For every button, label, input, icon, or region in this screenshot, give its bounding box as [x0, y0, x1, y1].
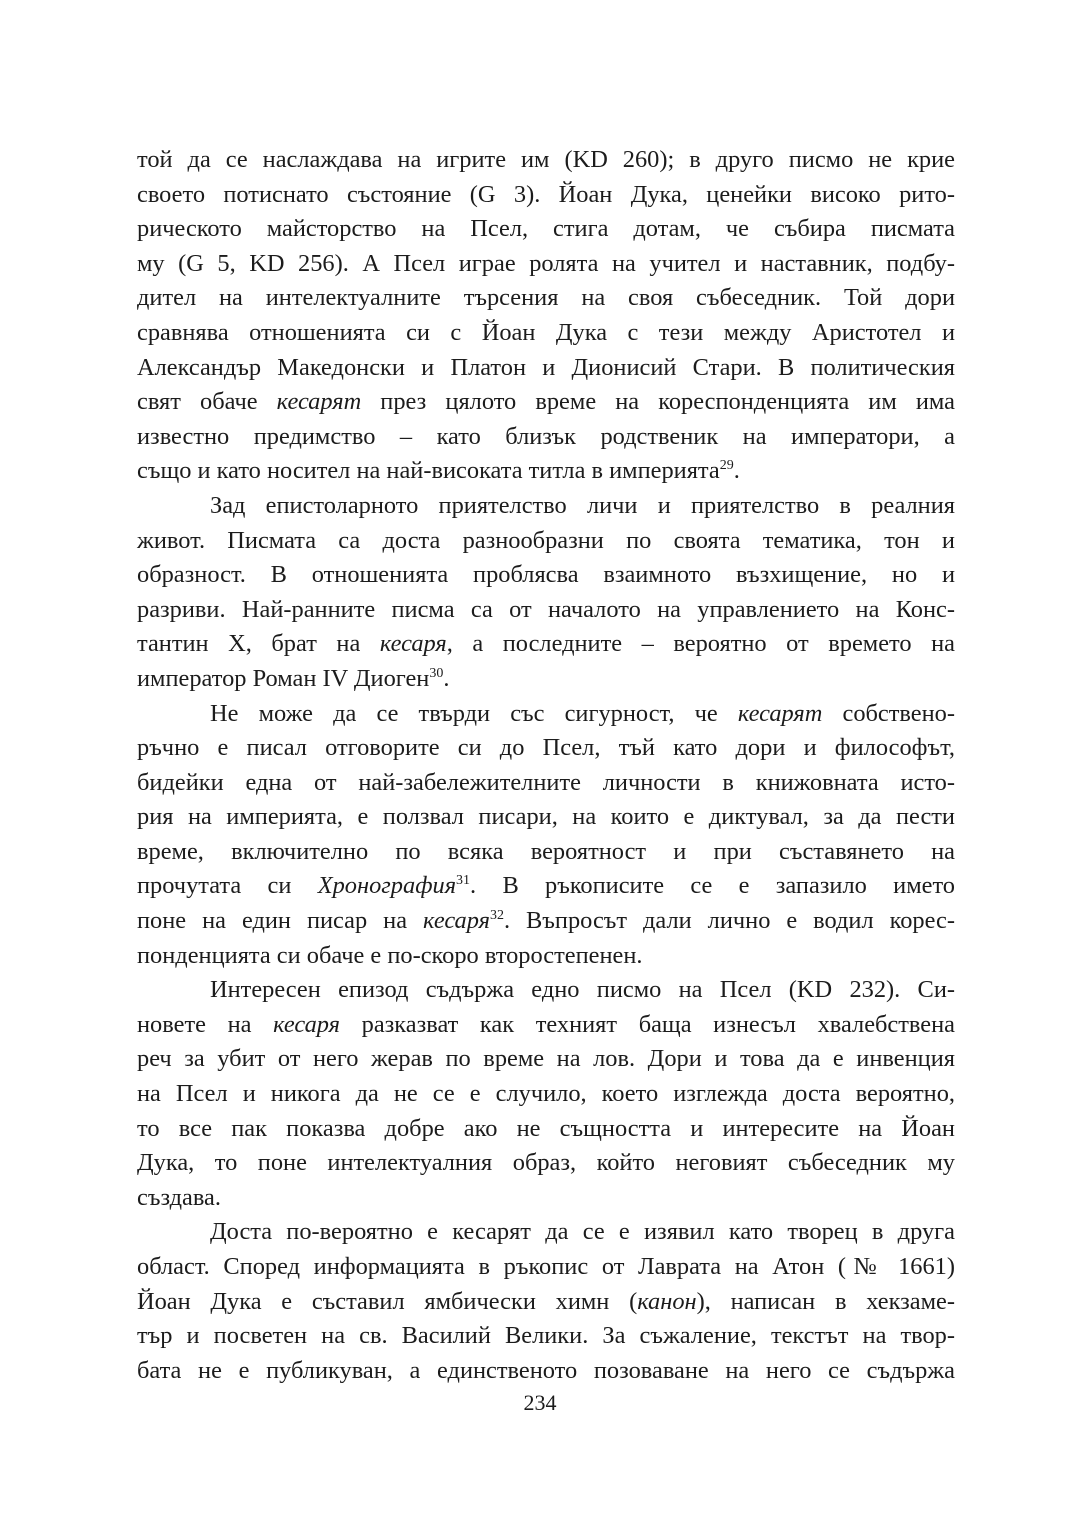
- text-line: [137, 904, 955, 939]
- text-line: [137, 766, 955, 801]
- text-line: [137, 1146, 955, 1181]
- text-segment: прочутата си: [137, 872, 318, 900]
- text-segment: Доста по-вероятно е кесарят да се е изявил като творец в друга: [210, 1218, 955, 1246]
- footnote-ref: 29: [719, 458, 734, 474]
- paragraph: [137, 1215, 955, 1388]
- text-line: [137, 1250, 955, 1285]
- page-number: 234: [523, 1390, 557, 1415]
- text-segment: . Въпросът дали лично е водил корес-: [503, 907, 955, 935]
- text-segment: .: [733, 457, 740, 485]
- text-segment: император Роман IV Диоген: [137, 664, 430, 692]
- text-segment: бата не е публикуван, а единственото позоваване на него се съдържа: [137, 1356, 955, 1384]
- text-segment: .: [443, 664, 450, 692]
- text-line: [137, 1112, 955, 1147]
- text-segment: на Псел и никога да не се е случило, което изглежда доста вероятно,: [137, 1080, 955, 1108]
- text-segment: време, включително по всяка вероятност и при съставянето на: [137, 837, 955, 865]
- text-line: [137, 1042, 955, 1077]
- text-segment: сравнява отношенията си с Йоан Дука с тези между Аристотел и: [137, 318, 955, 346]
- text-segment: създава.: [137, 1183, 221, 1211]
- text-segment: ), написан в хекзаме-: [696, 1287, 955, 1315]
- italic-text: кесаря: [379, 630, 447, 658]
- text-segment: той да се наслаждава на игрите им (KD 260); в друго писмо не крие: [137, 146, 955, 173]
- text-line: [137, 558, 955, 593]
- text-segment: Зад епистоларното приятелство личи и приятелство в реалния: [210, 491, 955, 519]
- text-line: [137, 939, 955, 974]
- text-line: [137, 489, 955, 524]
- text-line: [137, 731, 955, 766]
- text-segment: дител на интелектуалните търсения на своя събеседник. Той дори: [137, 284, 955, 312]
- text-segment: Интересен епизод съдържа едно писмо на Псел (KD 232). Си-: [210, 976, 955, 1004]
- body-text: [137, 143, 955, 1388]
- text-line: [137, 1008, 955, 1043]
- text-segment: Александър Македонски и Платон и Дионисий Стари. В политическия: [137, 353, 955, 381]
- text-segment: тър и посветен на св. Василий Велики. За съжаление, текстът на твор-: [137, 1322, 955, 1350]
- text-segment: поне на един писар на: [137, 907, 424, 935]
- text-segment: собствено-: [822, 699, 955, 727]
- text-segment: разриви. Най-ранните писма са от началото на управлението на Конс-: [137, 595, 955, 623]
- text-line: [137, 1285, 955, 1320]
- text-line: [137, 385, 955, 420]
- text-line: [137, 420, 955, 455]
- text-segment: рическото майсторство на Псел, стига дотам, че събира писмата: [137, 215, 955, 243]
- text-line: [137, 1354, 955, 1389]
- paragraph: [137, 143, 955, 489]
- italic-text: канон: [637, 1287, 697, 1315]
- text-segment: Не може да се твърди със сигурност, че: [210, 699, 738, 727]
- footnote-ref: 32: [489, 908, 504, 924]
- text-segment: област. Според информацията в ръкопис от Лаврата на Атон (№ 1661): [137, 1253, 955, 1280]
- text-line: [137, 281, 955, 316]
- text-line: [137, 143, 955, 178]
- text-line: [137, 454, 955, 489]
- text-line: [137, 247, 955, 282]
- text-line: [137, 627, 955, 662]
- italic-text: кесаря: [423, 907, 490, 935]
- text-segment: своето потиснато състояние (G 3). Йоан Дука, ценейки високо рито-: [137, 180, 955, 208]
- text-line: [137, 524, 955, 559]
- text-segment: известно предимство – като близък родственик на императори, а: [137, 422, 955, 450]
- text-line: [137, 351, 955, 386]
- text-segment: реч за убит от него жерав по време на лов. Дори и това да е инвенция: [137, 1045, 955, 1073]
- text-segment: то все пак показва добре ако не същността и интересите на Йоан: [137, 1114, 955, 1142]
- text-line: [137, 973, 955, 1008]
- footnote-ref: 31: [456, 873, 471, 889]
- text-line: [137, 697, 955, 732]
- text-line: [137, 1215, 955, 1250]
- text-line: [137, 593, 955, 628]
- text-segment: . В ръкописите се е запазило името: [470, 872, 955, 900]
- text-segment: Дука, то поне интелектуалния образ, който неговият събеседник му: [137, 1149, 955, 1177]
- text-segment: , а последните – вероятно от времето на: [446, 630, 955, 658]
- text-segment: тантин X, брат на: [137, 630, 380, 658]
- italic-text: Хронография: [317, 872, 457, 900]
- footnote-ref: 30: [429, 665, 444, 681]
- italic-text: кесарят: [737, 699, 823, 727]
- text-line: [137, 1077, 955, 1112]
- text-segment: свят обаче: [137, 388, 277, 416]
- text-segment: също и като носител на най-високата титла в империята: [137, 457, 720, 485]
- text-segment: рия на империята, е ползвал писари, на които е диктувал, за да пести: [137, 803, 955, 831]
- paragraph: [137, 973, 955, 1215]
- text-line: [137, 662, 955, 697]
- text-segment: понденцията си обаче е по-скоро второстепенен.: [137, 941, 643, 969]
- text-segment: новете на: [137, 1010, 274, 1038]
- text-line: [137, 178, 955, 213]
- italic-text: кесарят: [276, 388, 362, 416]
- text-segment: бидейки една от най-забележителните личности в книжовната исто-: [137, 768, 955, 796]
- text-line: [137, 316, 955, 351]
- text-segment: ръчно е писал отговорите си до Псел, тъй като дори и философът,: [137, 734, 955, 762]
- text-segment: образност. В отношенията проблясва взаимното възхищение, но и: [137, 561, 955, 589]
- text-line: [137, 1319, 955, 1354]
- paragraph: [137, 697, 955, 974]
- text-line: [137, 800, 955, 835]
- text-line: [137, 835, 955, 870]
- text-segment: през цялото време на кореспонденцията им има: [361, 388, 956, 416]
- text-line: [137, 212, 955, 247]
- text-line: [137, 1181, 955, 1216]
- text-segment: му (G 5, KD 256). А Псел играе ролята на учител и наставник, подбу-: [137, 249, 955, 277]
- text-segment: Йоан Дука е съставил ямбически химн (: [137, 1287, 638, 1315]
- paragraph: [137, 489, 955, 697]
- text-segment: живот. Писмата са доста разнообразни по своята тематика, тон и: [137, 526, 955, 554]
- italic-text: кесаря: [273, 1010, 341, 1038]
- text-line: [137, 869, 955, 904]
- text-segment: разказват как техният баща изнесъл хвалебствена: [340, 1010, 955, 1038]
